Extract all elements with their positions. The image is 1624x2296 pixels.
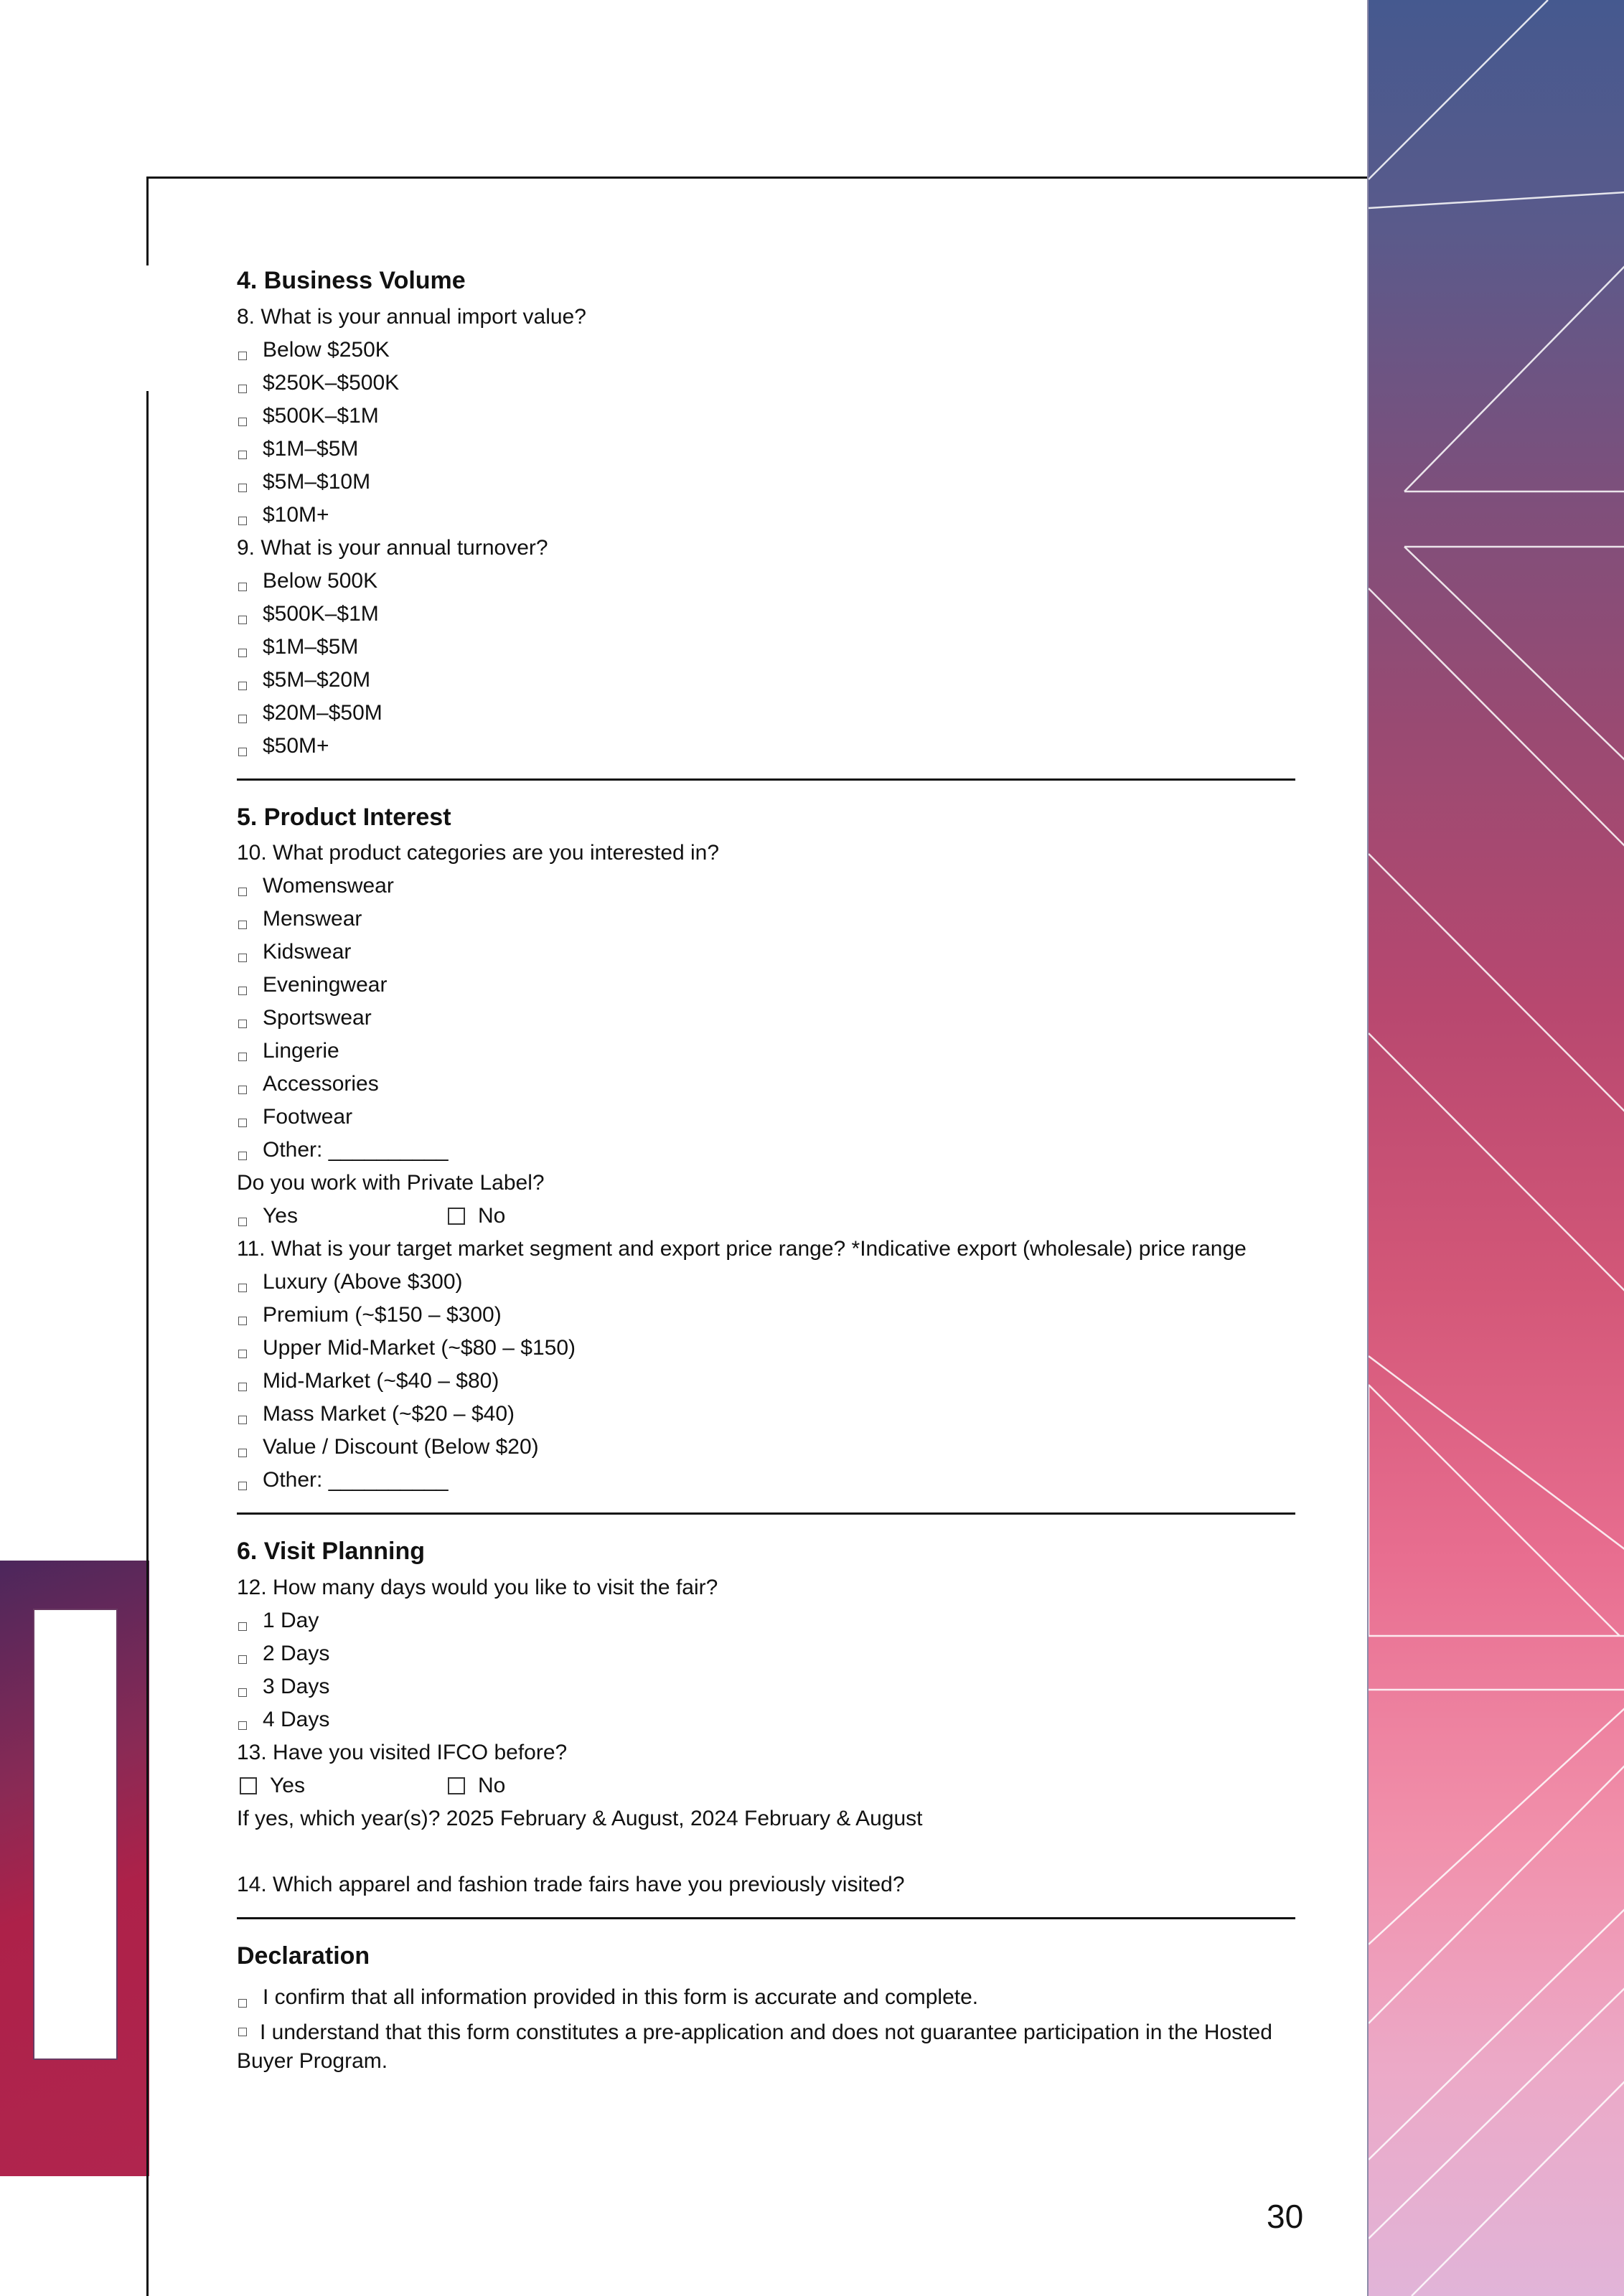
section-divider bbox=[237, 1512, 1295, 1515]
checkbox[interactable] bbox=[448, 1777, 465, 1794]
question-visited-before: 13. Have you visited IFCO before? bbox=[237, 1740, 568, 1764]
option-1-day[interactable]: 1 Day bbox=[237, 1604, 1295, 1637]
option-sportswear[interactable]: Sportswear bbox=[237, 1002, 1295, 1035]
option-turnover-50m-plus[interactable]: $50M+ bbox=[237, 730, 1295, 763]
option-eveningwear[interactable]: Eveningwear bbox=[237, 969, 1295, 1002]
checkbox[interactable] bbox=[238, 1284, 247, 1292]
option-2-days[interactable]: 2 Days bbox=[237, 1637, 1295, 1670]
option-kidswear[interactable]: Kidswear bbox=[237, 936, 1295, 969]
question-annual-turnover: 9. What is your annual turnover? bbox=[237, 535, 548, 560]
private-label-choice bbox=[237, 1200, 1295, 1233]
checkbox[interactable] bbox=[238, 616, 247, 624]
private-label-no[interactable]: No bbox=[445, 1200, 653, 1233]
visited-years-answer: If yes, which year(s)? 2025 February & August, 2024 February & August bbox=[237, 1806, 923, 1830]
checkbox[interactable] bbox=[240, 1777, 257, 1794]
page-number: 30 bbox=[1267, 2198, 1304, 2235]
section-heading-product-interest: 5. Product Interest bbox=[237, 803, 451, 831]
checkbox[interactable] bbox=[238, 1152, 247, 1160]
section-heading-visit-planning: 6. Visit Planning bbox=[237, 1538, 425, 1565]
checkbox[interactable] bbox=[238, 1020, 247, 1028]
checkbox[interactable] bbox=[238, 1655, 247, 1664]
section-divider bbox=[237, 1917, 1295, 1919]
declaration-items bbox=[237, 1981, 1295, 2076]
decorative-side-panel bbox=[0, 1561, 149, 2176]
question-product-categories: 10. What product categories are you interested in? bbox=[237, 841, 720, 865]
checkbox[interactable] bbox=[238, 954, 247, 962]
option-import-10m-plus[interactable]: $10M+ bbox=[237, 499, 1295, 532]
option-turnover-20m-50m[interactable]: $20M–$50M bbox=[237, 697, 1295, 730]
option-premium[interactable]: Premium (~$150 – $300) bbox=[237, 1299, 1295, 1332]
decorative-gradient-band bbox=[1367, 0, 1624, 2296]
declaration-accuracy[interactable]: I confirm that all information provided in this form is accurate and complete. bbox=[237, 1981, 1295, 2014]
checkbox[interactable] bbox=[238, 1449, 247, 1457]
option-import-500k-1m[interactable]: $500K–$1M bbox=[237, 400, 1295, 433]
checkbox[interactable] bbox=[238, 1416, 247, 1424]
option-import-1m-5m[interactable]: $1M–$5M bbox=[237, 433, 1295, 466]
side-panel-window bbox=[33, 1609, 118, 2060]
checkbox[interactable] bbox=[238, 987, 247, 995]
market-segment-options bbox=[237, 1266, 1295, 1497]
checkbox[interactable] bbox=[238, 1482, 247, 1490]
checkbox[interactable] bbox=[238, 1622, 247, 1631]
visited-yes[interactable]: Yes bbox=[237, 1769, 445, 1802]
turnover-options bbox=[237, 565, 1295, 763]
private-label-yes[interactable]: Yes bbox=[237, 1200, 445, 1233]
section-heading-business-volume: 4. Business Volume bbox=[237, 267, 466, 294]
checkbox[interactable] bbox=[238, 1053, 247, 1061]
visited-before-choice bbox=[237, 1769, 1295, 1802]
option-turnover-5m-20m[interactable]: $5M–$20M bbox=[237, 664, 1295, 697]
checkbox[interactable] bbox=[238, 682, 247, 690]
import-value-options bbox=[237, 334, 1295, 532]
checkbox[interactable] bbox=[238, 484, 247, 492]
checkbox[interactable] bbox=[238, 352, 247, 360]
checkbox[interactable] bbox=[238, 2028, 247, 2036]
option-value-discount[interactable]: Value / Discount (Below $20) bbox=[237, 1431, 1295, 1464]
option-luxury[interactable]: Luxury (Above $300) bbox=[237, 1266, 1295, 1299]
section-divider bbox=[237, 778, 1295, 781]
checkbox[interactable] bbox=[238, 1721, 247, 1730]
declaration-pre-application[interactable]: I understand that this form constitutes a pre-application and does not guarantee participation in the Hosted Buyer Program. bbox=[237, 2020, 1272, 2073]
product-category-options bbox=[237, 870, 1295, 1167]
checkbox[interactable] bbox=[238, 921, 247, 929]
option-menswear[interactable]: Menswear bbox=[237, 903, 1295, 936]
section-heading-declaration: Declaration bbox=[237, 1942, 370, 1970]
checkbox[interactable] bbox=[238, 888, 247, 896]
frame-left-line bbox=[146, 177, 149, 2296]
option-accessories[interactable]: Accessories bbox=[237, 1068, 1295, 1101]
visit-days-options bbox=[237, 1604, 1295, 1736]
checkbox[interactable] bbox=[238, 1119, 247, 1127]
option-footwear[interactable]: Footwear bbox=[237, 1101, 1295, 1134]
option-import-below-250k[interactable]: Below $250K bbox=[237, 334, 1295, 367]
checkbox[interactable] bbox=[238, 1999, 247, 2008]
option-category-other[interactable]: Other: __________ bbox=[237, 1134, 1295, 1167]
checkbox[interactable] bbox=[238, 715, 247, 723]
decorative-line-pattern bbox=[1369, 0, 1624, 2296]
checkbox[interactable] bbox=[238, 583, 247, 591]
option-lingerie[interactable]: Lingerie bbox=[237, 1035, 1295, 1068]
visited-no[interactable]: No bbox=[445, 1769, 653, 1802]
checkbox[interactable] bbox=[238, 1218, 247, 1226]
checkbox[interactable] bbox=[448, 1208, 465, 1225]
frame-top-line bbox=[147, 177, 1367, 179]
checkbox[interactable] bbox=[238, 385, 247, 393]
question-market-segment: 11. What is your target market segment and export price range? *Indicative export (wholesale) price range bbox=[237, 1237, 1247, 1261]
checkbox[interactable] bbox=[238, 418, 247, 426]
checkbox[interactable] bbox=[238, 748, 247, 756]
checkbox[interactable] bbox=[238, 649, 247, 657]
checkbox[interactable] bbox=[238, 1383, 247, 1391]
option-turnover-below-500k[interactable]: Below 500K bbox=[237, 565, 1295, 598]
option-4-days[interactable]: 4 Days bbox=[237, 1703, 1295, 1736]
option-turnover-1m-5m[interactable]: $1M–$5M bbox=[237, 631, 1295, 664]
option-turnover-500k-1m[interactable]: $500K–$1M bbox=[237, 598, 1295, 631]
question-private-label: Do you work with Private Label? bbox=[237, 1171, 545, 1195]
option-mass-market[interactable]: Mass Market (~$20 – $40) bbox=[237, 1398, 1295, 1431]
option-womenswear[interactable]: Womenswear bbox=[237, 870, 1295, 903]
checkbox[interactable] bbox=[238, 1350, 247, 1358]
option-import-250k-500k[interactable]: $250K–$500K bbox=[237, 367, 1295, 400]
checkbox[interactable] bbox=[238, 451, 247, 459]
frame-gap bbox=[144, 265, 152, 391]
question-annual-import-value: 8. What is your annual import value? bbox=[237, 304, 586, 329]
option-upper-mid-market[interactable]: Upper Mid-Market (~$80 – $150) bbox=[237, 1332, 1295, 1365]
option-segment-other[interactable]: Other: __________ bbox=[237, 1464, 1295, 1497]
checkbox[interactable] bbox=[238, 1688, 247, 1697]
checkbox[interactable] bbox=[238, 1317, 247, 1325]
option-mid-market[interactable]: Mid-Market (~$40 – $80) bbox=[237, 1365, 1295, 1398]
checkbox[interactable] bbox=[238, 517, 247, 525]
option-import-5m-10m[interactable]: $5M–$10M bbox=[237, 466, 1295, 499]
form-content bbox=[237, 258, 1295, 2076]
checkbox[interactable] bbox=[238, 1086, 247, 1094]
option-3-days[interactable]: 3 Days bbox=[237, 1670, 1295, 1703]
question-visit-days: 12. How many days would you like to visit the fair? bbox=[237, 1575, 718, 1599]
question-previous-fairs: 14. Which apparel and fashion trade fairs have you previously visited? bbox=[237, 1872, 905, 1896]
